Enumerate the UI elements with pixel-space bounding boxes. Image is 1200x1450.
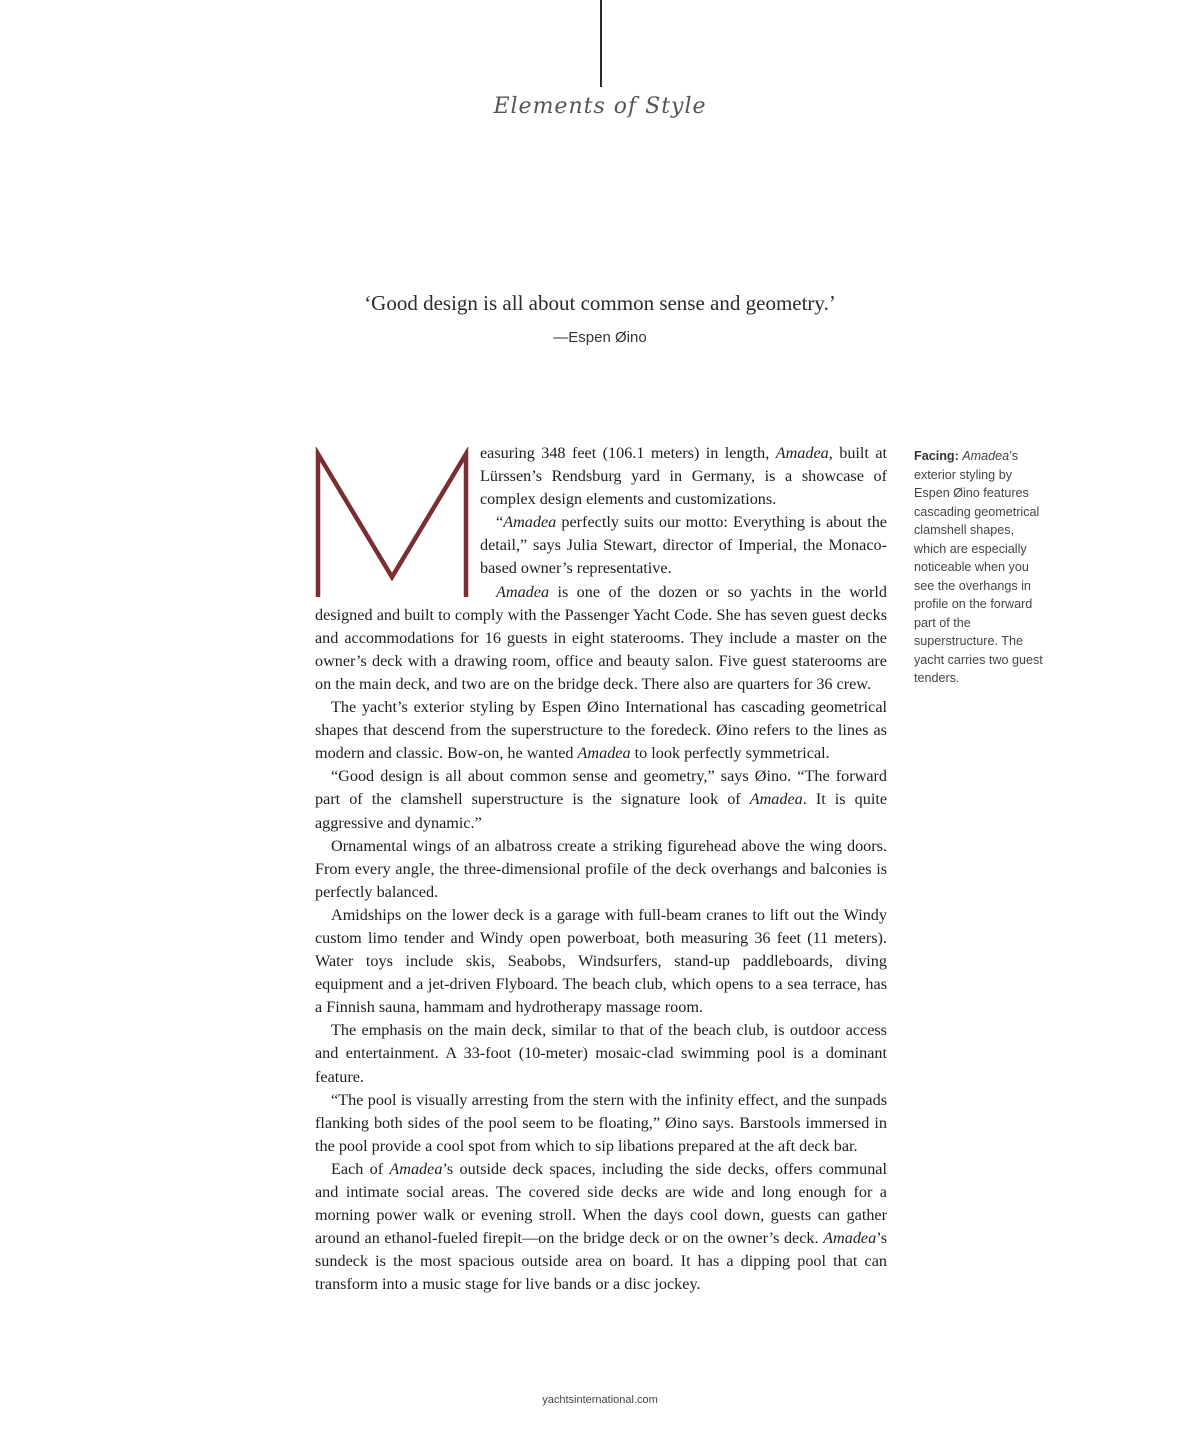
caption-label: Facing: — [914, 449, 959, 463]
italic-title: Amadea — [775, 444, 829, 462]
italic-title: Amadea — [389, 1159, 443, 1178]
text-run: Each of — [331, 1159, 390, 1178]
text-run: Ornamental wings of an albatross create a striking figurehead above the wing doors. From every angle, the three-dimensional profile of the deck overhangs and balconies is perfectly balanced. — [315, 836, 887, 901]
italic-title: Amadea — [496, 582, 550, 601]
text-run: ’s exterior styling by Espen Øino features cascading geometrical clamshell shapes, which are especially noticeable when you see the overhangs in profile on the forward part of the superstructure. The yacht carries two guest tenders. — [914, 449, 1043, 685]
text-run: ’s sundeck is the most spacious outside area on board. It has a dipping pool that can transform into a music stage for live bands or a disc jockey. — [315, 1229, 887, 1294]
caption-text — [914, 449, 1043, 685]
section-title: Elements of Style — [493, 94, 707, 119]
article-paragraph — [315, 696, 887, 765]
text-run: , built at Lürssen’s Rendsburg yard in Germany, is a showcase of complex design elements and customizations. — [480, 444, 887, 509]
italic-title: Amadea — [823, 1229, 877, 1248]
text-run: “The pool is visually arresting from the stern with the infinity effect, and the sunpads flanking both sides of the pool seem to be floating,” Øino says. Barstools immersed in the pool provide a cool spot from which to sip libations prepared at the aft deck bar. — [315, 1090, 887, 1155]
article-paragraph — [315, 765, 887, 834]
italic-title: Amadea — [503, 513, 557, 532]
italic-title: Amadea — [962, 449, 1010, 463]
article-paragraph — [315, 1019, 887, 1088]
text-run: The yacht’s exterior styling by Espen Øino International has cascading geometrical shapes that descend from the superstructure to the foredeck. Øino refers to the lines as modern and classic. Bow-on, he wanted — [315, 698, 887, 763]
drop-cap-m — [315, 447, 470, 599]
text-run: is one of the dozen or so yachts in the world designed and built to comply with the Passenger Yacht Code. She has seven guest decks and accommodations for 16 guests in eight staterooms. They include a master on the owner’s deck with a drawing room, office and beauty salon. Five guest staterooms are on the main deck, and two are on the bridge deck. There also are quarters for 36 crew. — [315, 582, 887, 693]
text-run: . It is quite aggressive and dynamic.” — [315, 790, 887, 832]
text-run: to look perfectly symmetrical. — [630, 744, 830, 763]
text-run: easuring 348 feet (106.1 meters) in length, — [480, 444, 776, 462]
photo-caption — [914, 447, 1048, 688]
text-run: perfectly suits our motto: Everything is about the detail,” says Julia Stewart, director of Imperial, the Monaco-based owner’s representative. — [480, 513, 887, 578]
text-run: The emphasis on the main deck, similar to that of the beach club, is outdoor access and entertainment. A 33-foot (10-meter) mosaic-clad swimming pool is a dominant feature. — [315, 1021, 887, 1086]
text-run: “Good design is all about common sense and geometry,” says Øino. “The forward part of the clamshell superstructure is the signature look of — [315, 767, 887, 809]
article-paragraph — [315, 1089, 887, 1158]
italic-title: Amadea — [577, 744, 631, 763]
article-body — [315, 442, 887, 1296]
top-vertical-rule — [600, 0, 602, 87]
article-paragraph — [315, 904, 887, 1019]
pull-quote: ‘Good design is all about common sense and geometry.’ — [364, 291, 836, 315]
footer-website: yachtsinternational.com — [542, 1394, 658, 1406]
text-run: “ — [496, 513, 504, 532]
svg-text:M: M — [315, 447, 316, 448]
article-paragraph — [315, 1158, 887, 1297]
article-paragraph — [315, 835, 887, 904]
pull-quote-attribution: —Espen Øino — [553, 329, 647, 346]
text-run: ’s outside deck spaces, including the side decks, offers communal and intimate social areas. The covered side decks are wide and long enough for a morning power walk or evening stroll. When the days cool down, guests can gather around an ethanol-fueled firepit—on the bridge deck or on the owner’s deck. — [315, 1159, 887, 1248]
italic-title: Amadea — [749, 790, 803, 809]
text-run: Amidships on the lower deck is a garage with full-beam cranes to lift out the Windy custom limo tender and Windy open powerboat, both measuring 36 feet (11 meters). Water toys include skis, Seabobs, Windsurfers, stand-up paddleboards, diving equipment and a jet-driven Flyboard. The beach club, which opens to a sea terrace, has a Finnish sauna, hammam and hydrotherapy massage room. — [315, 905, 887, 1017]
